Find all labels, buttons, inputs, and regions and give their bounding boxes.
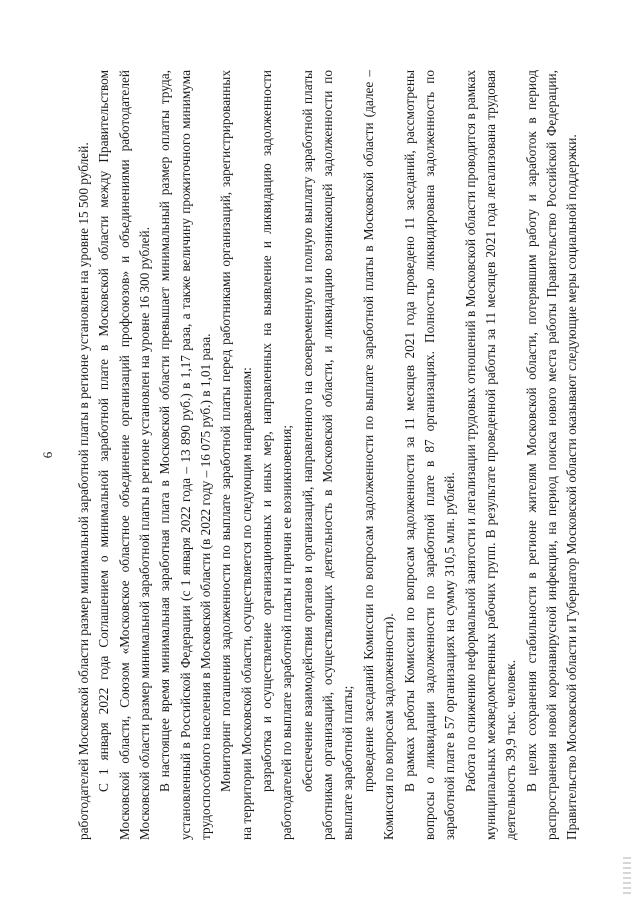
scan-edge-mark bbox=[623, 857, 631, 897]
paragraph: Мониторинг погашения задолженности по выплате заработной платы перед работниками организаций, зарегистрированных на территории Московской области, осуществляется по следующим направлениям: bbox=[218, 70, 254, 840]
paragraph: работодателей Московской области размер минимальной заработной платы в регионе установлен на уровне 15 500 рублей. bbox=[76, 142, 91, 840]
document-body bbox=[74, 70, 583, 840]
page-number: 6 bbox=[40, 451, 55, 459]
paragraph: разработка и осуществление организационных и иных мер, направленных на выявление и ликвидацию задолженности работодателей по выплате заработной платы и причин ее возникновения; bbox=[259, 70, 295, 840]
paragraph: В рамках работы Комиссии по вопросам задолженности за 11 месяцев 2021 года проведено 11 заседаний, рассмотрены вопросы о ликвидации задолженности по заработной плате в 87 организациях. Полностью ликвидирована задолженность по заработной плате в 57 организациях на сумму 310,5 млн. рублей. bbox=[401, 70, 458, 840]
paragraph: В настоящее время минимальная заработная плата в Московской области превышает минимальный размер оплаты труда, установленный в Российской Федерации (с 1 января 2022 года – 13 890 руб.) в 1,17 раза, а также величину прожиточного минимума трудоспособного населения в Московской области (в 2022 году – 16 075 руб.) в 1,01 раза. bbox=[157, 70, 214, 840]
rotated-text-block bbox=[40, 70, 600, 840]
paragraph: Работа по снижению неформальной занятости и легализации трудовых отношений в Московской области проводится в рамках муниципальных межведомственных рабочих групп. В результате проведенной работы за 11 месяцев 2021 года легализована трудовая деятельность 39,9 тыс. человек. bbox=[462, 70, 519, 840]
paragraph: В целях сохранения стабильности в регионе жителям Московской области, потерявшим работу и заработок в период распространения новой коронавирусной инфекции, на период поиска нового места работы Правительство Российской Федерации, Правительство Московской области и Губернатор Московской области оказывают следующие меры социальной поддержки. bbox=[523, 70, 580, 840]
paragraph: проведение заседаний Комиссии по вопросам задолженности по выплате заработной платы в Московской области (далее – Комиссия по вопросам задолженности). bbox=[360, 70, 397, 840]
paragraph: С 1 января 2022 года Соглашением о минимальной заработной плате в Московской области между Правительством Московской области, Союзом «Московское областное объединение организаций профсоюзов» и объединениями работодателей Московской области размер минимальной заработной платы в регионе установлен на уровне 16 300 рублей. bbox=[96, 70, 153, 840]
paragraph: обеспечение взаимодействия органов и организаций, направленного на своевременную и полную выплату заработной платы работникам организаций, осуществляющих деятельность в Московской области, и ликвидацию возникающей задолженности по выплате заработной платы; bbox=[299, 70, 356, 840]
